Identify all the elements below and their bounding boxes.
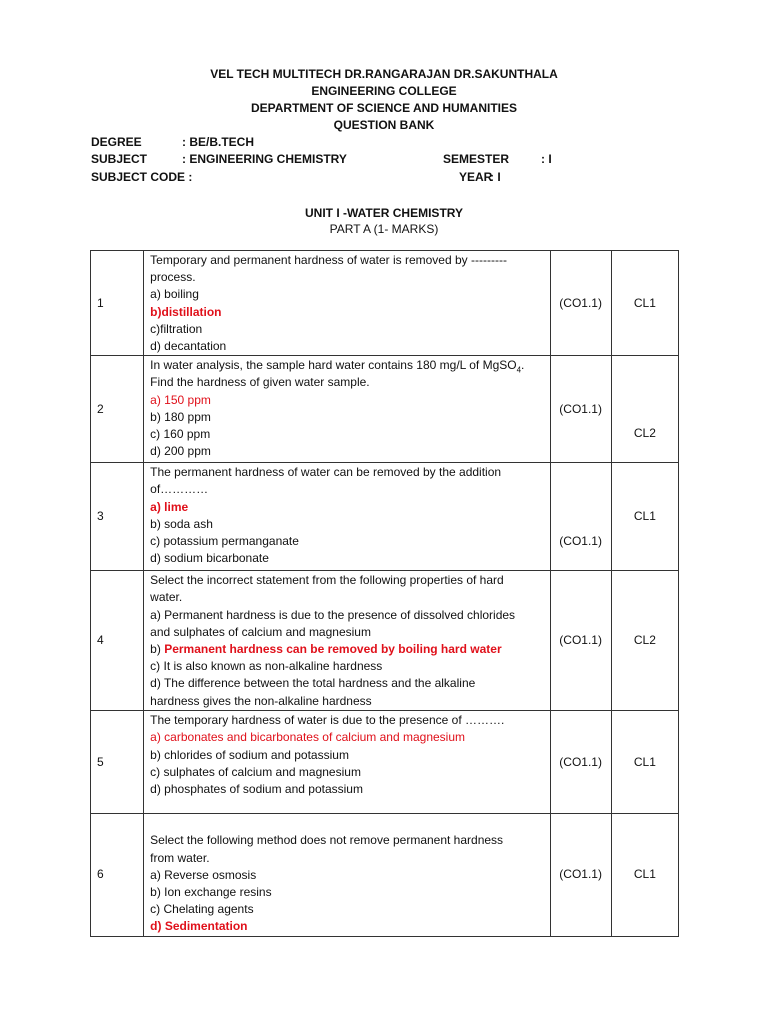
question-number: 6 <box>91 814 144 936</box>
cognitive-level: CL1 <box>611 463 678 571</box>
question-line: The permanent hardness of water can be removed by the addition <box>150 465 502 480</box>
question-line: d) phosphates of sodium and potassium <box>150 782 363 797</box>
question-line: Select the following method does not remove permanent hardness <box>150 833 504 848</box>
question-line: d) decantation <box>150 339 227 354</box>
year-label: YEAR <box>459 170 493 184</box>
unit-title: UNIT I -WATER CHEMISTRY <box>305 206 463 220</box>
course-outcome: (CO1.1) <box>550 814 611 936</box>
semester-label: SEMESTER <box>443 152 510 166</box>
question-line <box>150 815 549 832</box>
cognitive-level: CL2 <box>611 356 678 463</box>
course-outcome: (CO1.1) <box>550 356 611 463</box>
question-line: and sulphates of calcium and magnesium <box>150 624 371 639</box>
table-row <box>91 463 679 571</box>
question-number: 2 <box>91 356 144 463</box>
question-line: d) 200 ppm <box>150 444 211 459</box>
answer-option: b)distillation <box>150 304 222 319</box>
subject-value: : ENGINEERING CHEMISTRY <box>182 152 347 166</box>
answer-option: d) Sedimentation <box>150 919 248 934</box>
question-line: process. <box>150 270 196 285</box>
question-text <box>144 571 550 711</box>
course-outcome: (CO1.1) <box>550 463 611 571</box>
document-header <box>0 66 768 134</box>
table-row <box>91 356 679 463</box>
institution-name: VEL TECH MULTITECH DR.RANGARAJAN DR.SAKUNTHALA <box>210 67 558 81</box>
question-number: 1 <box>91 251 144 356</box>
question-line: c) potassium permanganate <box>150 534 299 549</box>
cognitive-level: CL1 <box>611 711 678 814</box>
question-number: 5 <box>91 711 144 814</box>
question-line: b) Permanent hardness can be removed by boiling hard water <box>150 642 502 657</box>
degree-value: : BE/B.TECH <box>182 135 254 149</box>
question-line: The temporary hardness of water is due to the presence of ………. <box>150 713 505 728</box>
question-line: b) Ion exchange resins <box>150 885 272 900</box>
answer-option: Permanent hardness can be removed by boiling hard water <box>164 642 502 657</box>
question-line: d) sodium bicarbonate <box>150 551 269 566</box>
question-text <box>144 814 550 936</box>
table-row <box>91 251 679 356</box>
question-line: hardness gives the non-alkaline hardness <box>150 693 372 708</box>
question-line: Select the incorrect statement from the following properties of hard <box>150 573 504 588</box>
question-line: Temporary and permanent hardness of water is removed by --------- <box>150 253 507 267</box>
question-text <box>144 463 550 571</box>
course-outcome: (CO1.1) <box>550 711 611 814</box>
question-table <box>90 250 679 937</box>
question-line: a) boiling <box>150 287 199 302</box>
subject-label: SUBJECT <box>91 152 148 166</box>
question-number: 3 <box>91 463 144 571</box>
question-text <box>144 356 550 463</box>
question-line: from water. <box>150 850 210 865</box>
subject-code-label: SUBJECT CODE : <box>91 170 193 184</box>
year-value: : I <box>490 170 501 184</box>
table-row <box>91 814 679 936</box>
table-row <box>91 571 679 711</box>
question-line: In water analysis, the sample hard water contains 180 mg/L of MgSO$_4$. <box>150 358 525 375</box>
table-row <box>91 711 679 814</box>
question-line: b) 180 ppm <box>150 409 211 424</box>
cognitive-level: CL1 <box>611 251 678 356</box>
question-line: c) sulphates of calcium and magnesium <box>150 764 361 779</box>
question-text <box>144 251 550 356</box>
degree-label: DEGREE <box>91 135 142 149</box>
answer-option: a) lime <box>150 499 189 514</box>
semester-value: : I <box>541 152 552 166</box>
answer-option: a) 150 ppm <box>150 392 211 407</box>
question-number: 4 <box>91 571 144 711</box>
answer-option: a) carbonates and bicarbonates of calcium and magnesium <box>150 730 466 745</box>
question-line: c) 160 ppm <box>150 427 211 442</box>
question-line: c) It is also known as non-alkaline hardness <box>150 659 383 674</box>
part-title: PART A (1- MARKS) <box>329 222 439 236</box>
question-line: c)filtration <box>150 321 203 336</box>
question-line: of………… <box>150 482 209 497</box>
question-line: Find the hardness of given water sample. <box>150 375 370 390</box>
cognitive-level: CL2 <box>611 571 678 711</box>
question-text <box>144 711 550 814</box>
question-line: c) Chelating agents <box>150 902 254 917</box>
institution-name-line2: ENGINEERING COLLEGE <box>311 84 457 98</box>
question-line: a) Reverse osmosis <box>150 867 257 882</box>
question-line: b) chlorides of sodium and potassium <box>150 747 349 762</box>
department-name: DEPARTMENT OF SCIENCE AND HUMANITIES <box>250 101 517 115</box>
document-type: QUESTION BANK <box>333 118 435 132</box>
question-line: d) The difference between the total hardness and the alkaline <box>150 676 476 691</box>
question-line: a) Permanent hardness is due to the presence of dissolved chlorides <box>150 607 516 622</box>
question-line: water. <box>150 590 183 605</box>
cognitive-level: CL1 <box>611 814 678 936</box>
course-outcome: (CO1.1) <box>550 251 611 356</box>
course-outcome: (CO1.1) <box>550 571 611 711</box>
question-line: b) soda ash <box>150 516 213 531</box>
